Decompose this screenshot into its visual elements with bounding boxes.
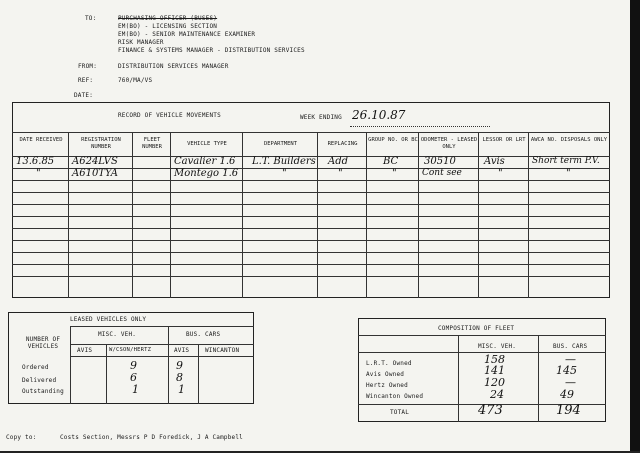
- fleet-total-misc: 473: [478, 403, 503, 418]
- row-rule-10: [12, 276, 610, 277]
- col-vehicle-type: VEHICLE TYPE: [187, 141, 227, 147]
- row1-department: L.T. Builders: [252, 156, 316, 167]
- row2-registration: A610TYA: [72, 168, 119, 179]
- fleet-total-bus: 194: [556, 403, 581, 418]
- row2-group: ": [392, 168, 397, 179]
- fleet-col-divider-2: [538, 335, 539, 422]
- leased-col-divider-1: [70, 326, 71, 404]
- date-label: DATE:: [74, 92, 94, 99]
- row-rule-8: [12, 252, 610, 253]
- col-fleet-number: FLEET NUMBER: [142, 137, 162, 150]
- row-rule-4: [12, 204, 610, 205]
- col-awca-no: AWCA NO. DISPOSALS ONLY: [530, 137, 608, 143]
- week-ending-value: 26.10.87: [352, 108, 406, 122]
- to-line-1: PURCHASING OFFICER (BUSES): [118, 15, 218, 22]
- row2-lessor: ": [498, 168, 503, 179]
- col-divider-2: [132, 132, 133, 298]
- fleet-title: COMPOSITION OF FLEET: [438, 325, 515, 332]
- row1-date: 13.6.85: [16, 156, 55, 167]
- col-registration-number: REGISTRATION NUMBER: [81, 137, 121, 150]
- row1-registration: A624LVS: [72, 156, 118, 167]
- fleet-misc-label: MISC. VEH.: [478, 343, 517, 350]
- leased-subhead-rule-top: [70, 344, 254, 345]
- ref-value: 760/MA/VS: [118, 77, 153, 84]
- leased-subcol-avis-bus: AVIS: [174, 347, 190, 354]
- fleet-lrt-bus: —: [565, 353, 576, 366]
- row-rule-5: [12, 216, 610, 217]
- leased-col-divider-3: [168, 326, 169, 404]
- row1-vehicle-type: Cavalier 1.6: [174, 156, 236, 167]
- row-rule-7: [12, 240, 610, 241]
- leased-title: LEASED VEHICLES ONLY: [70, 316, 147, 323]
- leased-delivered-misc: 6: [130, 371, 137, 384]
- row2-date: ": [36, 168, 41, 179]
- row1-awca: Short term P.V.: [532, 156, 600, 166]
- leased-subcol-wincanton: WINCANTON: [205, 347, 240, 354]
- col-divider-3: [170, 132, 171, 298]
- fleet-col-divider-1: [458, 335, 459, 422]
- leased-subcol-avis: AVIS: [77, 347, 93, 354]
- to-line-3: EM(BO) - SENIOR MAINTENANCE EXAMINER: [118, 31, 256, 38]
- col-group-no: GROUP NO. OR BC: [368, 137, 418, 143]
- leased-outstanding-misc: 1: [132, 383, 139, 396]
- fleet-lrt-misc: 158: [484, 353, 505, 366]
- fleet-avis-misc: 141: [484, 364, 505, 377]
- fleet-row-lrt-label: L.R.T. Owned: [366, 360, 412, 367]
- to-line-4: RISK MANAGER: [118, 39, 164, 46]
- leased-delivered-bus: 8: [176, 371, 183, 384]
- row2-vehicle-type: Montego 1.6: [174, 168, 239, 179]
- col-department: DEPARTMENT: [263, 141, 298, 147]
- leased-row-delivered: Delivered: [22, 377, 57, 384]
- col-replacing: REPLACING: [327, 141, 358, 147]
- row-rule-2: [12, 180, 610, 181]
- row2-odometer: Cont see: [422, 168, 462, 178]
- fleet-hertz-misc: 120: [484, 376, 505, 389]
- to-line-5: FINANCE & SYSTEMS MANAGER - DISTRIBUTION SERVICES: [118, 47, 305, 54]
- leased-row-outstanding: Outstanding: [22, 388, 64, 395]
- fleet-avis-bus: 145: [556, 364, 577, 377]
- fleet-hertz-bus: —: [565, 376, 576, 389]
- leased-col-divider-2: [106, 344, 107, 404]
- fleet-bus-label: BUS. CARS: [553, 343, 588, 350]
- row1-lessor: Avis: [484, 156, 505, 167]
- leased-col-divider-4: [198, 344, 199, 404]
- copy-to-label: Copy to:: [6, 434, 37, 441]
- fleet-total-label: TOTAL: [390, 409, 410, 416]
- row1-group: BC: [383, 156, 399, 167]
- to-label: TO:: [85, 15, 97, 22]
- col-divider-1: [68, 132, 69, 298]
- fleet-wincanton-misc: 24: [490, 388, 504, 401]
- col-lessor: LESSOR OR LRT: [482, 137, 526, 143]
- col-divider-6: [366, 132, 367, 298]
- leased-subhead-rule-bottom: [70, 356, 254, 357]
- row-rule-3: [12, 192, 610, 193]
- row-rule-6: [12, 228, 610, 229]
- leased-number-label: NUMBER OF VEHICLES: [25, 336, 61, 350]
- header-top-rule: [12, 132, 610, 133]
- week-ending-dotted-line: [350, 126, 490, 127]
- leased-ordered-misc: 9: [130, 359, 137, 372]
- to-line-2: EM(BO) - LICENSING SECTION: [118, 23, 218, 30]
- row1-replacing: Add: [328, 156, 349, 167]
- fleet-row-wincanton-label: Wincanton Owned: [366, 393, 424, 400]
- from-value: DISTRIBUTION SERVICES MANAGER: [118, 63, 229, 70]
- copy-to-value: Costs Section, Messrs P D Foredick, J A Campbell: [60, 434, 243, 441]
- col-divider-5: [317, 132, 318, 298]
- col-divider-9: [528, 132, 529, 298]
- fleet-row-avis-label: Avis Owned: [366, 371, 405, 378]
- leased-outstanding-bus: 1: [178, 383, 185, 396]
- col-date-received: DATE RECEIVED: [19, 137, 63, 143]
- record-title: RECORD OF VEHICLE MOVEMENTS: [118, 112, 221, 119]
- row-rule-9: [12, 264, 610, 265]
- leased-bus-label: BUS. CARS: [186, 331, 221, 338]
- col-divider-4: [242, 132, 243, 298]
- row2-department: ": [282, 168, 287, 179]
- leased-row-ordered: Ordered: [22, 364, 49, 371]
- fleet-title-rule: [358, 335, 606, 336]
- col-odometer: ODOMETER - LEASED ONLY: [420, 137, 478, 150]
- col-divider-7: [418, 132, 419, 298]
- row1-odometer: 30510: [424, 156, 456, 167]
- leased-ordered-bus: 9: [176, 359, 183, 372]
- fleet-wincanton-bus: 49: [560, 388, 574, 401]
- week-ending-label: WEEK ENDING: [300, 114, 342, 121]
- row2-replacing: ": [338, 168, 343, 179]
- col-divider-8: [478, 132, 479, 298]
- fleet-row-hertz-label: Hertz Owned: [366, 382, 408, 389]
- leased-misc-label: MISC. VEH.: [98, 331, 137, 338]
- leased-title-rule: [70, 326, 254, 327]
- from-label: FROM:: [78, 63, 98, 70]
- ref-label: REF:: [78, 77, 94, 84]
- scan-right-edge: [630, 0, 640, 453]
- row2-awca: ": [566, 168, 571, 179]
- leased-subcol-wcson-hertz: W/CSON/HERTZ: [109, 347, 152, 353]
